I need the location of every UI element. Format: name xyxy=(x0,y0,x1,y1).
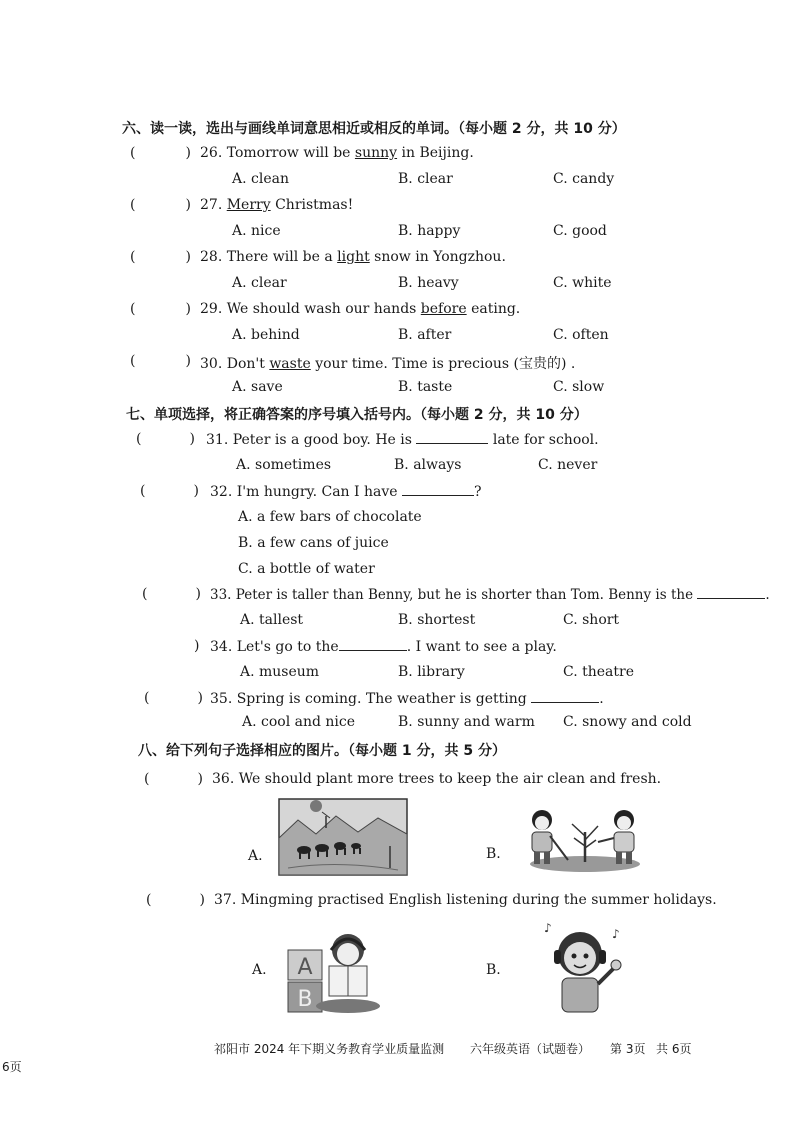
answer-bracket-29[interactable]: ( ) xyxy=(130,301,191,317)
question-32: 32. I'm hungry. Can I have ? xyxy=(210,484,482,500)
answer-bracket-35[interactable]: ( ) xyxy=(144,690,203,706)
option-c: C. slow xyxy=(553,379,605,395)
section-6-heading: 六、读一读，选出与画线单词意思相近或相反的单词。（每小题 2 分，共 10 分） xyxy=(122,121,626,137)
footer-subject: 六年级英语（试题卷） xyxy=(470,1042,591,1056)
option-a: A. clear xyxy=(232,275,287,291)
option-b-label: B. xyxy=(486,962,501,978)
answer-bracket-26[interactable]: ( ) xyxy=(130,145,191,161)
option-c: C. often xyxy=(553,327,609,343)
question-35: 35. Spring is coming. The weather is getting . xyxy=(210,691,604,707)
option-c: C. short xyxy=(563,612,620,628)
svg-text:B: B xyxy=(297,987,313,1012)
option-a: A. cool and nice xyxy=(242,714,356,730)
answer-bracket-37[interactable]: ( ) xyxy=(146,892,205,908)
question-33: 33. Peter is taller than Benny, but he is shorter than Tom. Benny is the . xyxy=(210,587,770,603)
answer-blank[interactable] xyxy=(416,431,488,444)
option-b: B. after xyxy=(398,327,452,343)
option-a: A. sometimes xyxy=(236,457,332,473)
svg-text:A: A xyxy=(297,955,313,980)
question-37: 37. Mingming practised English listening during the summer holidays. xyxy=(214,892,717,908)
question-27: 27. Merry Christmas! xyxy=(200,197,354,213)
option-c: C. theatre xyxy=(563,664,634,680)
underlined-word: waste xyxy=(269,356,311,372)
question-30: 30. Don't waste your time. Time is precious (宝贵的) . xyxy=(200,356,576,372)
option-c: C. never xyxy=(538,457,598,473)
option-c: C. snowy and cold xyxy=(563,714,692,730)
option-b: B. taste xyxy=(398,379,453,395)
question-31: 31. Peter is a good boy. He is late for school. xyxy=(206,432,599,448)
option-a: A. a few bars of chocolate xyxy=(238,509,422,525)
question-34: 34. Let's go to the . I want to see a play. xyxy=(210,639,557,655)
answer-bracket-32[interactable]: ( ) xyxy=(140,483,199,499)
child-with-headphones-picture[interactable] xyxy=(540,918,630,1014)
option-b: B. library xyxy=(398,664,465,680)
section-8-heading: 八、给下列句子选择相应的图片。（每小题 1 分，共 5 分） xyxy=(138,743,506,759)
footer-page-number: 第 3页 xyxy=(610,1042,646,1056)
option-b-label: B. xyxy=(486,846,501,862)
margin-page-note: 6页 xyxy=(2,1060,22,1074)
option-c: C. white xyxy=(553,275,612,291)
question-36: 36. We should plant more trees to keep the air clean and fresh. xyxy=(212,771,662,787)
answer-blank[interactable] xyxy=(697,586,765,599)
answer-bracket-33[interactable]: ( ) xyxy=(142,586,201,602)
option-b: B. heavy xyxy=(398,275,459,291)
option-a: A. save xyxy=(232,379,283,395)
question-28: 28. There will be a light snow in Yongzhou. xyxy=(200,249,506,265)
underlined-word: light xyxy=(337,249,370,265)
option-a-label: A. xyxy=(248,848,263,864)
option-a: A. clean xyxy=(232,171,289,187)
underlined-word: Merry xyxy=(226,197,271,213)
footer-exam-title: 祁阳市 2024 年下期义务教育学业质量监测 xyxy=(214,1042,445,1056)
underlined-word: sunny xyxy=(354,145,398,161)
answer-blank[interactable] xyxy=(339,638,407,651)
question-26: 26. Tomorrow will be sunny in Beijing. xyxy=(200,145,474,161)
underlined-word: before xyxy=(420,301,467,317)
children-planting-trees-picture[interactable] xyxy=(520,806,650,874)
answer-bracket-34[interactable]: ) xyxy=(194,638,200,654)
child-reading-abc-picture[interactable] xyxy=(284,928,384,1014)
svg-text:♪: ♪ xyxy=(612,927,620,941)
answer-bracket-30[interactable]: ( ) xyxy=(130,353,191,369)
option-c: C. candy xyxy=(553,171,615,187)
option-a: A. behind xyxy=(232,327,300,343)
answer-bracket-31[interactable]: ( ) xyxy=(136,431,195,447)
option-c: C. a bottle of water xyxy=(238,561,375,577)
option-b: B. happy xyxy=(398,223,461,239)
option-b: B. clear xyxy=(398,171,453,187)
svg-text:♪: ♪ xyxy=(544,921,552,935)
option-b: B. always xyxy=(394,457,462,473)
option-a: A. nice xyxy=(232,223,281,239)
footer-total-pages: 共 6页 xyxy=(656,1042,692,1056)
option-b: B. sunny and warm xyxy=(398,714,535,730)
option-c: C. good xyxy=(553,223,607,239)
option-b: B. a few cans of juice xyxy=(238,535,389,551)
answer-blank[interactable] xyxy=(531,690,599,703)
answer-bracket-28[interactable]: ( ) xyxy=(130,249,191,265)
desert-camels-picture[interactable] xyxy=(278,798,408,876)
answer-bracket-27[interactable]: ( ) xyxy=(130,197,191,213)
option-a: A. tallest xyxy=(240,612,304,628)
question-29: 29. We should wash our hands before eating. xyxy=(200,301,521,317)
option-a: A. museum xyxy=(240,664,320,680)
answer-blank[interactable] xyxy=(402,483,474,496)
option-b: B. shortest xyxy=(398,612,476,628)
option-a-label: A. xyxy=(252,962,267,978)
answer-bracket-36[interactable]: ( ) xyxy=(144,771,203,787)
section-7-heading: 七、单项选择，将正确答案的序号填入括号内。（每小题 2 分，共 10 分） xyxy=(126,407,588,423)
